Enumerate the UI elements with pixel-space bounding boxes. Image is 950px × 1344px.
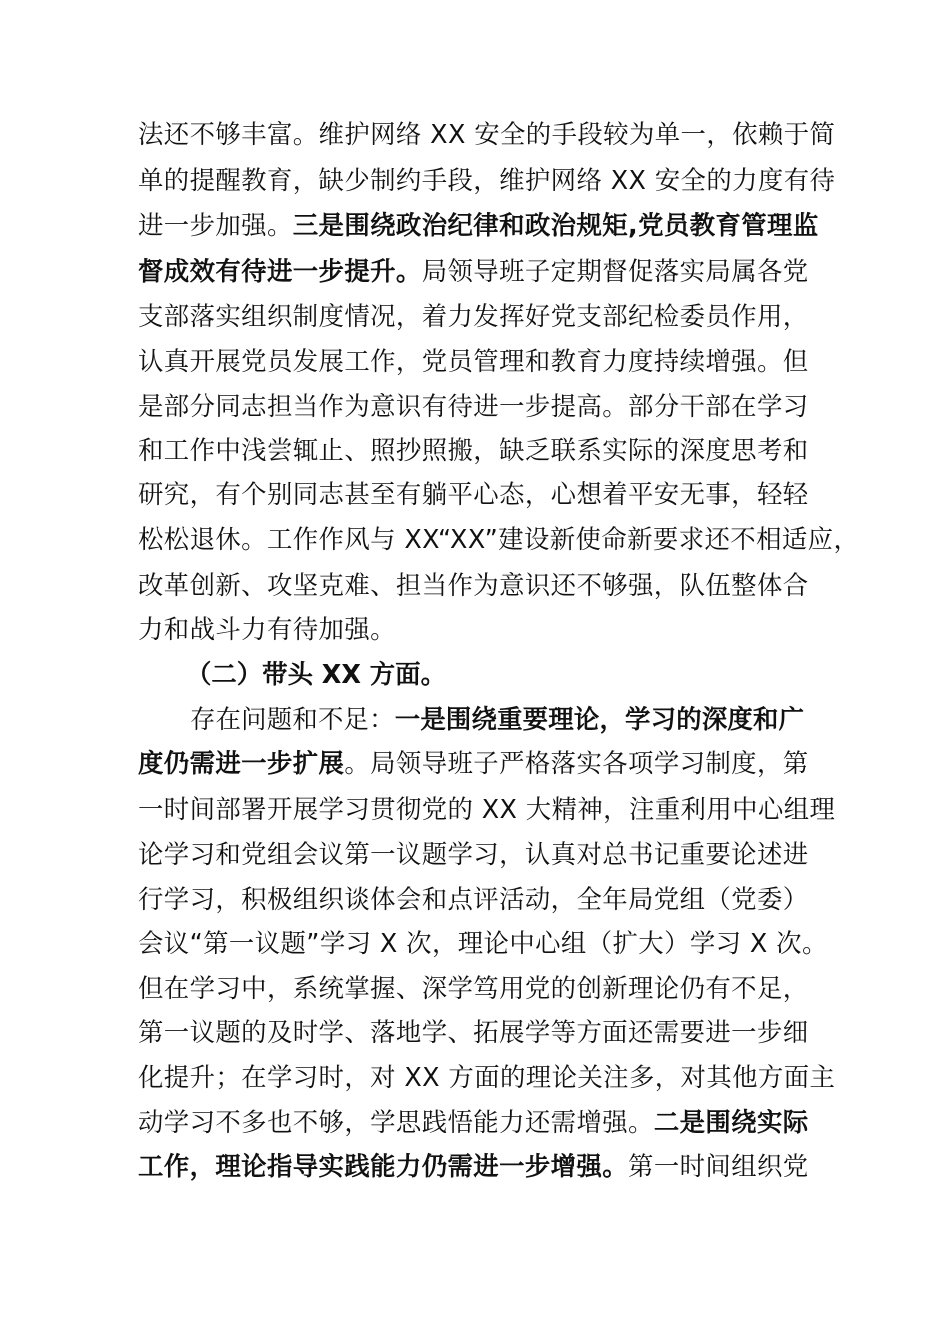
text-run: 研究，有个别同志甚至有躺平心态，心想着平安无事，轻轻	[138, 479, 809, 509]
text-run: 和工作中浅尝辄止、照抄照搬，缺乏联系实际的深度思考和	[138, 435, 809, 465]
text-run: 存在问题和不足：	[190, 704, 395, 734]
text-line-21	[138, 1009, 838, 1055]
bold-heading-run: 工作，理论指导实践能力仍需进一步增强。	[138, 1151, 629, 1181]
text-line-22	[138, 1054, 838, 1100]
text-line-24	[138, 1143, 838, 1189]
text-line-16	[138, 786, 838, 832]
text-line-11	[138, 562, 838, 608]
text-line-20	[138, 965, 838, 1011]
text-run: 进一步加强。	[138, 210, 293, 240]
text-run: 改革创新、攻坚克难、担当作为意识还不够强，队伍整体合	[138, 570, 809, 600]
text-run: 行学习，积极组织谈体会和点评活动，全年局党组（党委）	[138, 884, 809, 914]
text-line-23	[138, 1099, 838, 1145]
text-run: 支部落实组织制度情况，着力发挥好党支部纪检委员作用，	[138, 301, 809, 331]
text-run: 会议“第一议题”学习 X 次，理论中心组（扩大）学习 X 次。	[138, 928, 828, 958]
text-run: 一时间部署开展学习贯彻党的 XX 大精神，注重利用中心组理	[138, 794, 836, 824]
text-line-1	[138, 111, 838, 157]
bold-heading-run: 三是围绕政治纪律和政治规矩,党员教育管理监	[292, 210, 819, 240]
text-line-18	[138, 876, 838, 922]
text-line-14	[190, 696, 890, 742]
text-run: 局领导班子定期督促落实局属各党	[421, 256, 809, 286]
text-line-4	[138, 248, 838, 294]
text-run: 是部分同志担当作为意识有待进一步提高。部分干部在学习	[138, 391, 809, 421]
text-run: 动学习不多也不够，学思践悟能力还需增强。	[138, 1107, 654, 1137]
text-run: 法还不够丰富。维护网络 XX 安全的手段较为单一，依赖于简	[138, 119, 836, 149]
bold-heading-run: 度仍需进一步扩展	[138, 748, 345, 778]
text-run: 第一议题的及时学、落地学、拓展学等方面还需要进一步细	[138, 1017, 809, 1047]
text-line-6	[138, 338, 838, 384]
text-run: 单的提醒教育，缺少制约手段，维护网络 XX 安全的力度有待	[138, 165, 836, 195]
text-line-3	[138, 202, 838, 248]
text-run: 认真开展党员发展工作，党员管理和教育力度持续增强。但	[138, 346, 809, 376]
text-line-17	[138, 831, 838, 877]
text-line-10	[138, 516, 860, 562]
section-heading	[186, 651, 886, 697]
text-line-7	[138, 383, 838, 429]
text-run: 但在学习中，系统掌握、深学笃用党的创新理论仍有不足，	[138, 973, 809, 1003]
text-line-12	[138, 606, 838, 652]
text-line-2	[138, 157, 838, 203]
text-run: 化提升；在学习时，对 XX 方面的理论关注多，对其他方面主	[138, 1062, 836, 1092]
bold-heading-run: 督成效有待进一步提升。	[138, 256, 422, 286]
text-line-9	[138, 471, 838, 517]
text-run: 松松退休。工作作风与 XX“XX”建设新使命新要求还不相适应，	[138, 524, 860, 554]
bold-heading-run: 一是围绕重要理论，学习的深度和广	[394, 704, 805, 734]
text-run: 论学习和党组会议第一议题学习，认真对总书记重要论述进	[138, 839, 809, 869]
text-run: 。局领导班子严格落实各项学习制度，第	[344, 748, 809, 778]
text-line-19	[138, 920, 838, 966]
section-heading-text: （二）带头 XX 方面。	[186, 659, 446, 689]
text-line-8	[138, 427, 838, 473]
bold-heading-run: 二是围绕实际	[653, 1107, 809, 1137]
text-line-15	[138, 740, 838, 786]
text-run: 力和战斗力有待加强。	[138, 614, 396, 644]
text-run: 第一时间组织党	[628, 1151, 809, 1181]
text-line-5	[138, 293, 838, 339]
